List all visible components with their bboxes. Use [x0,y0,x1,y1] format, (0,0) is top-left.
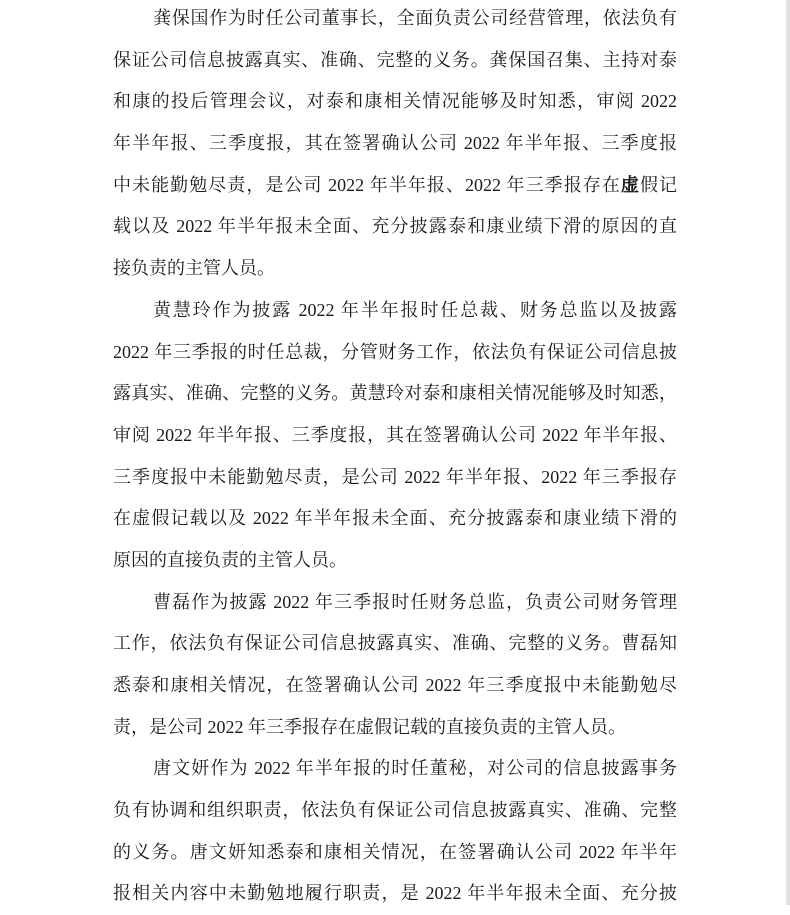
text-line: 悉泰和康相关情况，在签署确认公司 2022 年三季度报中未能勤勉尽 [113,675,677,695]
text-line: 保证公司信息披露真实、准确、完整的义务。龚保国召集、主持对泰 [113,49,677,70]
para-huang-huiling [113,290,677,582]
text-line: 的义务。唐文妍知悉泰和康相关情况，在签署确认公司 2022 年半年 [113,841,677,862]
para-cao-lei [113,582,677,749]
text-line: 年半年报、三季度报，其在签署确认公司 2022 年半年报、三季度报 [113,133,677,154]
text-line: 接负责的主管人员。 [113,258,275,279]
text-line: 工作，依法负有保证公司信息披露真实、准确、完整的义务。曹磊知 [113,633,677,654]
page-right-edge [786,0,790,905]
text-line: 原因的直接负责的主管人员。 [113,549,347,570]
text-line: 唐文妍作为 2022 年半年报的时任董秘，对公司的信息披露事务 [153,758,677,779]
text-line: 责，是公司 2022 年三季报存在虚假记载的直接负责的主管人员。 [113,716,626,737]
para-tang-wenyan [113,748,677,915]
document-body [113,0,677,915]
text-line: 露真实、准确、完整的义务。黄慧玲对泰和康相关情况能够及时知悉， [113,383,677,404]
text-line: 2022 年三季报的时任总裁，分管财务工作，依法负有保证公司信息披 [113,341,677,362]
text-line: 三季度报中未能勤勉尽责，是公司 2022 年半年报、2022 年三季报存 [113,466,677,487]
text-line: 载以及 2022 年半年报未全面、充分披露泰和康业绩下滑的原因的直 [113,216,677,237]
text-line: 负有协调和组织职责，依法负有保证公司信息披露真实、准确、完整 [113,800,677,821]
text-line: 黄慧玲作为披露 2022 年半年报时任总裁、财务总监以及披露 [153,299,677,320]
text-line: 和康的投后管理会议，对泰和康相关情况能够及时知悉，审阅 2022 [113,91,677,112]
text-segment: 中未能勤勉尽责，是公司 2022 年半年报、2022 年三季报存在 [113,174,621,195]
emphasized-text: 虚 [620,174,640,195]
text-line [113,165,677,207]
text-line: 龚保国作为时任公司董事长，全面负责公司经营管理，依法负有 [153,8,677,28]
text-line: 审阅 2022 年半年报、三季度报，其在签署确认公司 2022 年半年报、 [113,424,677,445]
text-line: 报相关内容中未勤勉地履行职责，是 2022 年半年报未全面、充分披 [113,883,677,904]
text-line: 曹磊作为披露 2022 年三季报时任财务总监，负责公司财务管理 [153,591,677,612]
text-line: 在虚假记载以及 2022 年半年报未全面、充分披露泰和康业绩下滑的 [113,508,677,529]
text-segment: 假记 [639,174,678,195]
para-gong-baoguo [113,0,677,290]
